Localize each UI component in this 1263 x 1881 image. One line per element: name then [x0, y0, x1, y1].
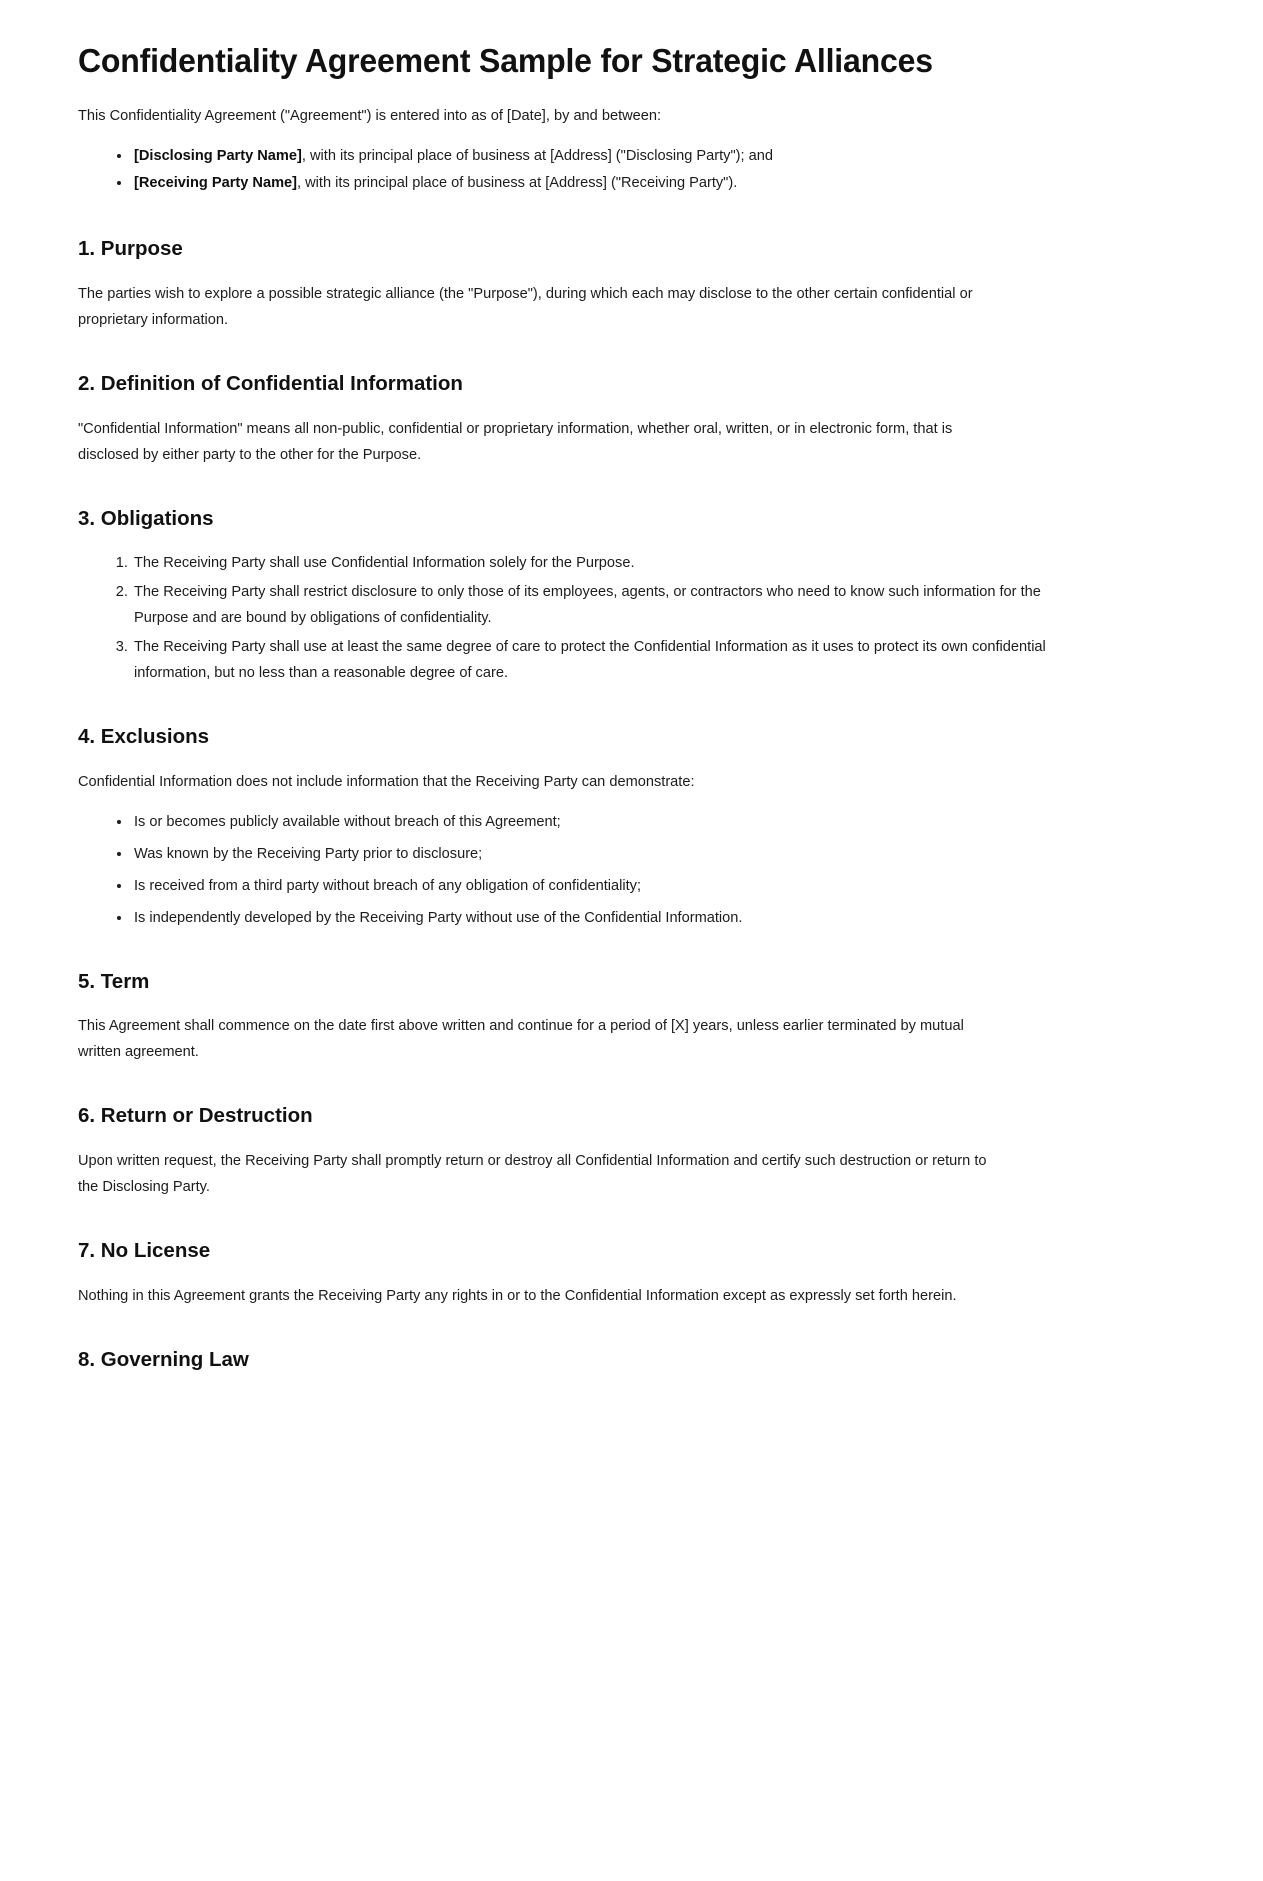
list-item: • Is received from a third party without breach of any obligation of confidentiality; — [132, 873, 1092, 899]
section-heading-no-license: 7. No License — [78, 1239, 211, 1263]
list-item: • Is independently developed by the Receiving Party without use of the Confidential Information. — [132, 905, 1092, 931]
list-item: 2. The Receiving Party shall restrict disclosure to only those of its employees, agents, or contractors who need to know such information for the Purpose and are bound by obligations of confidentiality. — [132, 579, 1092, 631]
section-heading-return-or-destruction: 6. Return or Destruction — [78, 1104, 313, 1128]
party-name: [Receiving Party Name] — [134, 175, 298, 192]
party-detail: , with its principal place of business at [Address] ("Disclosing Party"); and — [301, 148, 773, 165]
party-detail: , with its principal place of business at [Address] ("Receiving Party"). — [297, 175, 738, 192]
section-body-no-license: Nothing in this Agreement grants the Receiving Party any rights in or to the Confidential Information except as expressly set forth herein. — [78, 1287, 957, 1304]
section-body-return-or-destruction: Upon written request, the Receiving Party shall promptly return or destroy all Confidential Information and certify such destruction or return to the Disclosing Party. — [78, 1153, 987, 1196]
section-heading-definition: 2. Definition of Confidential Information — [78, 371, 463, 395]
page-title: Confidentiality Agreement Sample for Strategic Alliances — [78, 42, 933, 79]
obligations-list — [78, 550, 1092, 686]
section-heading-exclusions: 4. Exclusions — [78, 725, 210, 749]
list-item — [132, 170, 1092, 196]
list-item: • Is or becomes publicly available without breach of this Agreement; — [132, 809, 1092, 835]
list-item — [132, 143, 1092, 169]
exclusions-lead-in: Confidential Information does not include information that the Receiving Party can demonstrate: — [78, 773, 695, 790]
section-heading-obligations: 3. Obligations — [78, 506, 214, 530]
section-heading-term: 5. Term — [78, 969, 150, 993]
parties-list — [78, 143, 1092, 196]
section-body-definition: "Confidential Information" means all non-public, confidential or proprietary information, whether oral, written, or in electronic form, that is disclosed by either party to the other for the Purpose. — [78, 420, 953, 463]
intro-paragraph: This Confidentiality Agreement ("Agreement") is entered into as of [Date], by and between: — [78, 108, 662, 125]
section-heading-governing-law: 8. Governing Law — [78, 1347, 249, 1371]
list-item: 1. The Receiving Party shall use Confidential Information solely for the Purpose. — [132, 550, 1092, 576]
exclusions-list — [78, 809, 1092, 931]
list-item: 3. The Receiving Party shall use at least the same degree of care to protect the Confidential Information as it uses to protect its own confidential information, but no less than a reasonable degree of care. — [132, 634, 1092, 686]
party-name: [Disclosing Party Name] — [134, 148, 302, 165]
section-heading-purpose: 1. Purpose — [78, 237, 183, 261]
section-body-purpose: The parties wish to explore a possible strategic alliance (the "Purpose"), during which each may disclose to the other certain confidential or proprietary information. — [78, 285, 973, 328]
list-item: • Was known by the Receiving Party prior to disclosure; — [132, 841, 1092, 867]
section-body-term: This Agreement shall commence on the date first above written and continue for a period of [X] years, unless earlier terminated by mutual written agreement. — [78, 1018, 964, 1061]
